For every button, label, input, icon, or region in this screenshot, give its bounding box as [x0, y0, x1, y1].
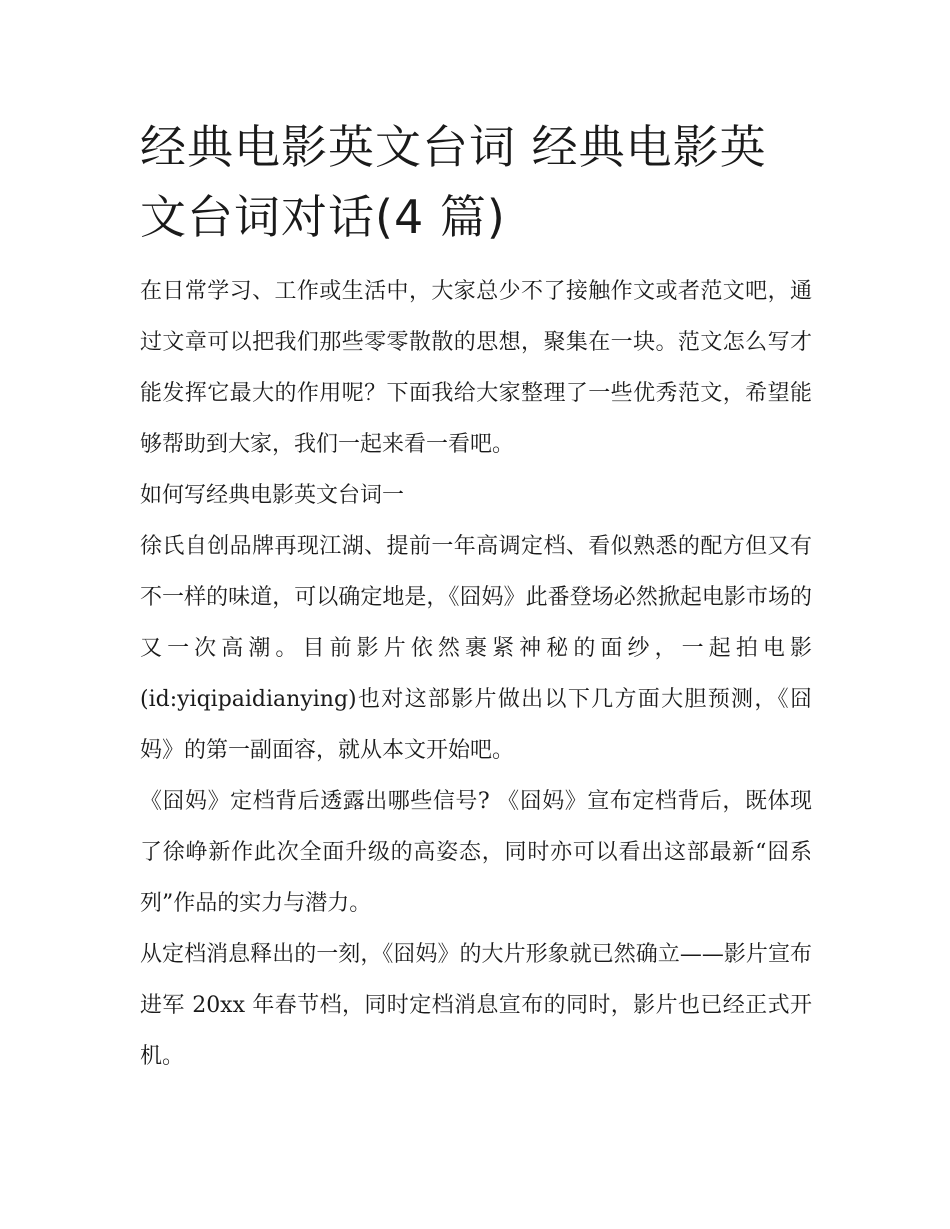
document-page — [140, 112, 812, 1082]
paragraph-intro: 在日常学习、工作或生活中，大家总少不了接触作文或者范文吧，通过文章可以把我们那些零零散散的思想，聚集在一块。范文怎么写才能发挥它最大的作用呢？下面我给大家整理了一些优秀范文，希望能够帮助到大家，我们一起来看一看吧。 — [140, 279, 812, 457]
paragraph-body-3: 从定档消息释出的一刻，《囧妈》的大片形象就已然确立——影片宣布进军 20xx 年春节档，同时定档消息宣布的同时，影片也已经正式开机。 — [140, 942, 812, 1069]
paragraph-body-2: 《囧妈》定档背后透露出哪些信号? 《囧妈》宣布定档背后，既体现了徐峥新作此次全面升级的高姿态，同时亦可以看出这部最新“囧系列”作品的实力与潜力。 — [140, 789, 812, 916]
paragraph-body-1: 徐氏自创品牌再现江湖、提前一年高调定档、看似熟悉的配方但又有不一样的味道，可以确定地是，《囧妈》此番登场必然掀起电影市场的又一次高潮。目前影片依然裹紧神秘的面纱，一起拍电影(id:yiqipaidianying)也对这部影片做出以下几方面大胆预测，《囧妈》的第一副面容，就从本文开始吧。 — [140, 534, 812, 763]
document-title: 经典电影英文台词 经典电影英文台词对话(4 篇) — [140, 120, 767, 244]
paragraph-heading: 如何写经典电影英文台词一 — [140, 483, 405, 508]
